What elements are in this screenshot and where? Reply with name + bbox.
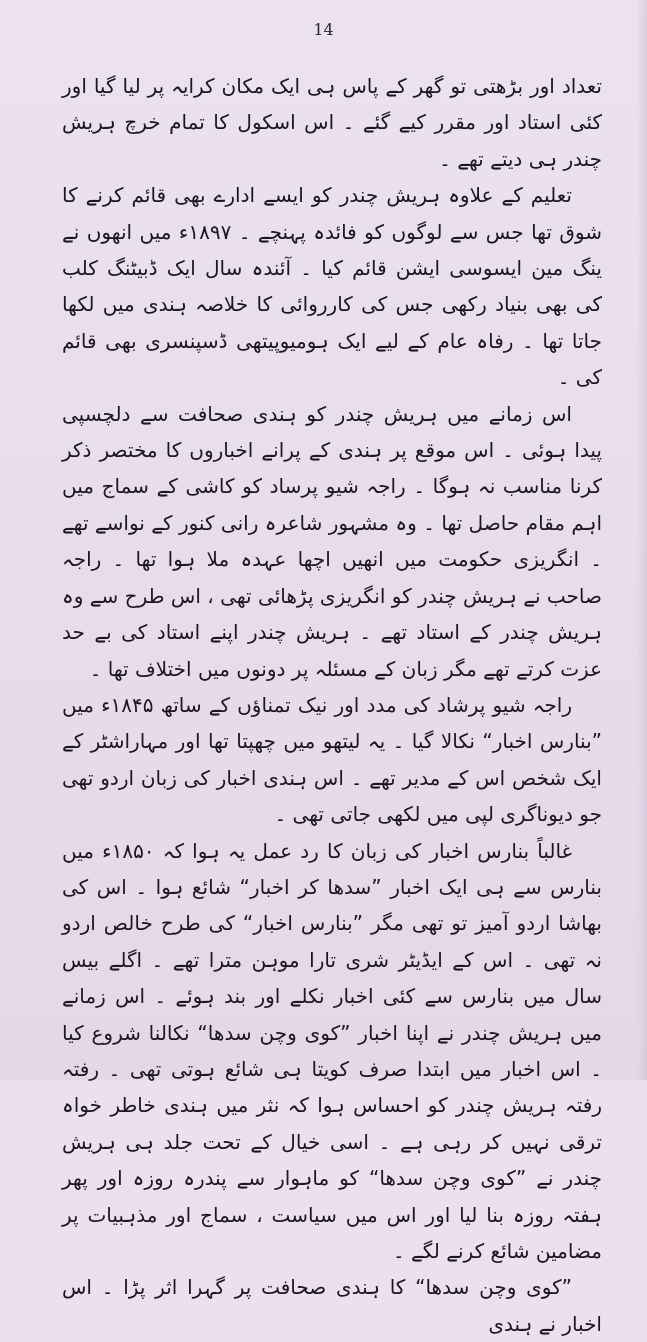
page-number: 14 xyxy=(313,20,334,39)
paragraph-1: تعداد اور بڑھتی تو گھر کے پاس ہی ایک مکان کرایہ پر لیا گیا اور کئی استاد اور مقرر کیے گئے ۔ اس اسکول کا تمام خرچ ہریش چندر ہی دیتے تھے ۔ xyxy=(62,74,602,171)
page-edge-shadow xyxy=(637,0,647,1080)
body-text xyxy=(62,68,602,1342)
paragraph-5: غالباً بنارس اخبار کی زبان کا رد عمل یہ ہوا کہ ۱۸۵۰ء میں بنارس سے ہی ایک اخبار ”سدھا کر اخبار“ شائع ہوا ۔ اس کی بھاشا اردو آمیز تو تھی مگر ”بنارس اخبار“ کی طرح خالص اردو نہ تھی ۔ اس کے ایڈیٹر شری تارا موہن مترا تھے ۔ اگلے بیس سال میں بنارس سے کئی اخبار نکلے اور بند ہوئے ۔ اس زمانے میں ہریش چندر نے اپنا اخبار ”کوی وچن سدھا“ نکالنا شروع کیا ۔ اس اخبار میں ابتدا صرف کویتا ہی شائع ہوتی تھی ۔ رفتہ رفتہ ہریش چندر کو احساس ہوا کہ نثر میں ہندی خاطر خواہ ترقی نہیں کر رہی ہے ۔ اسی خیال کے تحت جلد ہی ہریش چندر نے ”کوی وچن سدھا“ کو ماہوار سے پندرہ روزہ اور پھر ہفتہ روزہ بنا لیا اور اس میں سیاست ، سماج اور مذہبیات پر مضامین شائع کرنے لگے ۔ xyxy=(62,838,602,1263)
paragraph-3: اس زمانے میں ہریش چندر کو ہندی صحافت سے دلچسپی پیدا ہوئی ۔ اس موقع پر ہندی کے پرانے اخباروں کا مختصر ذکر کرنا مناسب نہ ہوگا ۔ راجہ شیو پرساد کو کاشی کے سماج میں اہم مقام حاصل تھا ۔ وہ مشہور شاعرہ رانی کنور کے نواسے تھے ۔ انگریزی حکومت میں انھیں اچھا عہدہ ملا ہوا تھا ۔ راجہ صاحب نے ہریش چندر کو انگریزی پڑھائی تھی ، اس طرح سے وہ ہریش چندر کے استاد تھے ۔ ہریش چندر اپنے استاد کی بے حد عزت کرتے تھے مگر زبان کے مسئلہ پر دونوں میں اختلاف تھا ۔ xyxy=(62,401,602,681)
paragraph-4: راجہ شیو پرشاد کی مدد اور نیک تمناؤں کے ساتھ ۱۸۴۵ء میں ”بنارس اخبار“ نکالا گیا ۔ یہ لیتھو میں چھپتا تھا اور مہاراشٹر کے ایک شخص اس کے مدیر تھے ۔ اس ہندی اخبار کی زبان اردو تھی جو دیوناگری لپی میں لکھی جاتی تھی ۔ xyxy=(62,692,602,827)
paragraph-6: ”کوی وچن سدھا“ کا ہندی صحافت پر گہرا اثر پڑا ۔ اس اخبار نے ہندی xyxy=(62,1275,602,1336)
paragraph-2: تعلیم کے علاوہ ہریش چندر کو ایسے ادارے بھی قائم کرنے کا شوق تھا جس سے لوگوں کو فائدہ پہنچے ۔ ۱۸۹۷ء میں انھوں نے ینگ مین ایسوسی ایشن قائم کیا ۔ آئندہ سال ایک ڈبیٹنگ کلب کی بھی بنیاد رکھی جس کی کارروائی کا خلاصہ ہندی میں لکھا جاتا تھا ۔ رفاہ عام کے لیے ایک ہومیوپیتھی ڈسپنسری بھی قائم کی ۔ xyxy=(62,183,602,390)
